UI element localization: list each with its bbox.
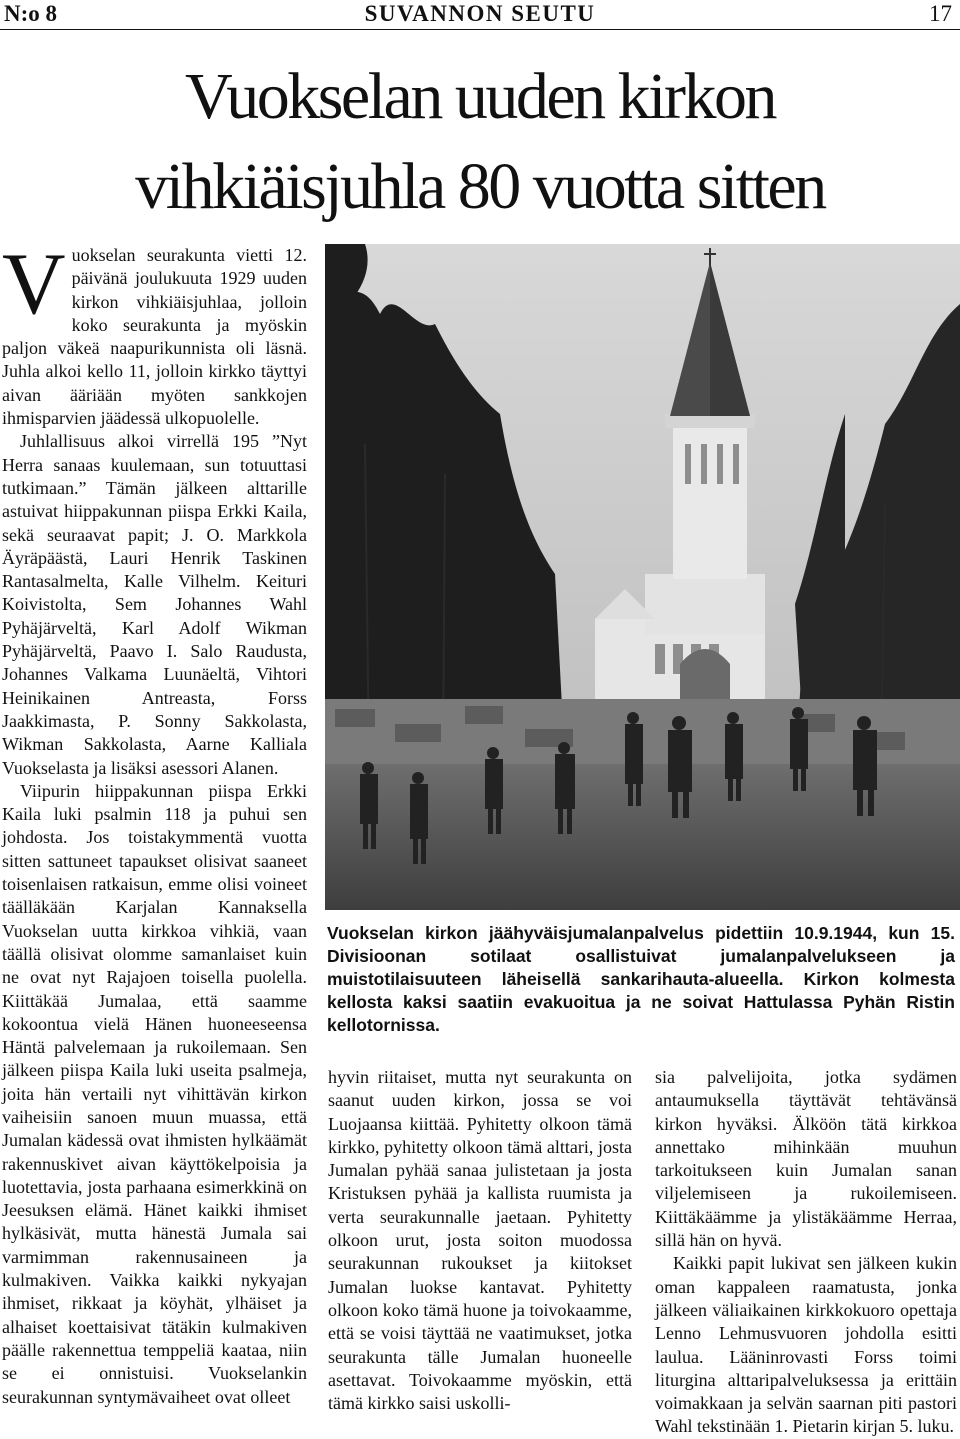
article-paragraph: Juhlallisuus alkoi virrellä 195 ”Nyt Herra sanaas kuulemaan, sun totuuttasi tutkimaan.” Tämän jälkeen alttarille astuivat hiippakunnan piispa Erkki Kaila, sekä seuraavat papit; J. O. Markkola Äyräpäästä, Lauri Henrik Taskinen Rantasalmelta, Kalle Vilhelm. Keituri Koivistolta, Sem Johannes Wahl Pyhäjärveltä, Karl Adolf Wikman Pyhäjärveltä, Paavo I. Salo Raudusta, Johannes Valkama Luunäeltä, Vihtori Heinikainen Antreasta, Forss Jaakkimasta, P. Sonny Sakkolasta, Wikman Sakkolasta, Aarne Kalliala Vuokselasta ja lisäksi asessori Alanen. [2,431,307,778]
article-column-3 [655,1066,957,1439]
article-column-1 [2,236,307,1409]
church-photo-illustration [325,244,960,910]
header-rule [0,29,960,30]
article-paragraph: Kaikki papit lukivat sen jälkeen kukin oman kappaleen raamatusta, jonka jälkeen väliaikainen kirkkokuoro opettaja Lenno Lehmusvuoren johdolla esitti laulua. Lääninrovasti Forss toimi liturgina alttaripalveluksessa ja erittäin voimakkaan ja selvän saarnan piti pastori Wahl tekstinään 1. Pietarin kirjan 5. luku. [655,1253,957,1437]
article-title: Vuokselan uuden kirkon vihkiäisjuhla 80 vuotta sitten [135,60,825,223]
drop-cap: V [2,236,66,333]
article-paragraph: Viipurin hiippakunnan piispa Erkki Kaila luki psalmin 118 ja puhui sen johdosta. Jos toistakymmentä vuotta sitten sattuneet tapaukset olisivat saaneet toisenlaisen ratkaisun, emme olisi voineet täälläkään Karjalan Kannaksella Vuokselan uutta kirkkoa vihkiä, vaan täällä olisivat olomme samanlaiset kuin ne ovat nyt Rajajoen toisella puolella. Kiittäkää Jumalaa, että saamme kokoontua vielä Hänen huoneeseensa Häntä palvelemaan ja rukoilemaan. Sen jälkeen piispa Kaila luki useita psalmeja, joita hän vertaili nyt vihittävän kirkon vaiheisiin sanoen muun muassa, että Jumalan kädessä ovat ihmisten hylkäämät rakennuskivet aivan käyttökelpoisia ja luotettavia, josta parhaana esimerkkinä on Jeesuksen elämä. Hänet kaikki ihmiset hylkäsivät, mutta hänestä Jumala sai varmimman rakennusaineen ja kulmakiven. Vaikka kaikki nykyajan ihmiset, rikkaat ja köyhät, ylhäiset ja alhaiset koettaisivat tätäkin kulmakiven päälle rakennettua temppeliä kaataa, niin se ei onnistuisi. Vuokselankin seurakunnan syntymävaiheet ovat olleet [2,780,307,1407]
article-lead-paragraph [2,236,307,430]
photo-caption: Vuokselan kirkon jäähyväisjumalanpalvelus pidettiin 10.9.1944, kun 15. Divisioonan sotilaat osallistuivat jumalanpalvelukseen ja muistotilaisuuteen läheisellä sankarihauta-alueella. Kirkon kolmesta kellosta kaksi saatiin evakuoitua ja ne soivat Hattulassa Pyhän Ristin kellotornissa. [327,923,955,1035]
article-paragraph: hyvin riitaiset, mutta nyt seurakunta on saanut uuden kirkon, jossa se voi Luojaansa kiittää. Pyhitetty olkoon tämä kirkko, pyhitetty olkoon tämä alttari, josta Jumalan pyhää sanaa julistetaan ja josta Kristuksen pyhää ja kallista ruumista ja verta seurakunnalle jaetaan. Pyhitetty olkoon urut, josta soiton muodossa seurakunnan rukoukset ja kiitokset Jumalan luokse kantavat. Pyhitetty olkoon koko tämä huone ja toivokaamme, että se voisi täyttää ne vaatimukset, jotka seurakunta tälle Jumalan huoneelle asettavat. Toivokaamme myöskin, että tämä kirkko saisi uskolli- [328,1067,632,1414]
lead-text: uokselan seurakunta vietti 12. päivänä joulukuuta 1929 uuden kirkon vihkiäisjuhlaa, jolloin koko seurakunta ja myöskin paljon väkeä naapurikunnista oli läsnä. Juhla alkoi kello 11, jolloin kirkko täyttyi aivan ääriään myöten sankkojen ihmisparvien jäädessä ulkopuolelle. [2,245,307,429]
newspaper-name: SUVANNON SEUTU [364,1,596,26]
issue-number: N:o 8 [4,1,58,26]
page-header [0,0,960,30]
article-paragraph: sia palvelijoita, jotka sydämen antaumuksella täyttävät tehtävänsä kirkon hyväksi. Älköön tätä kirkkoa annettako mihinkään muuhun tarkoitukseen kuin Jumalan sanan viljelemiseen ja rukoilemiseen. Kiittäkäämme ja ylistäkäämme Herraa, sillä hän on hyvä. [655,1067,957,1251]
page-number: 17 [929,1,952,26]
article-column-2 [328,1066,632,1415]
church-photo [325,244,960,910]
